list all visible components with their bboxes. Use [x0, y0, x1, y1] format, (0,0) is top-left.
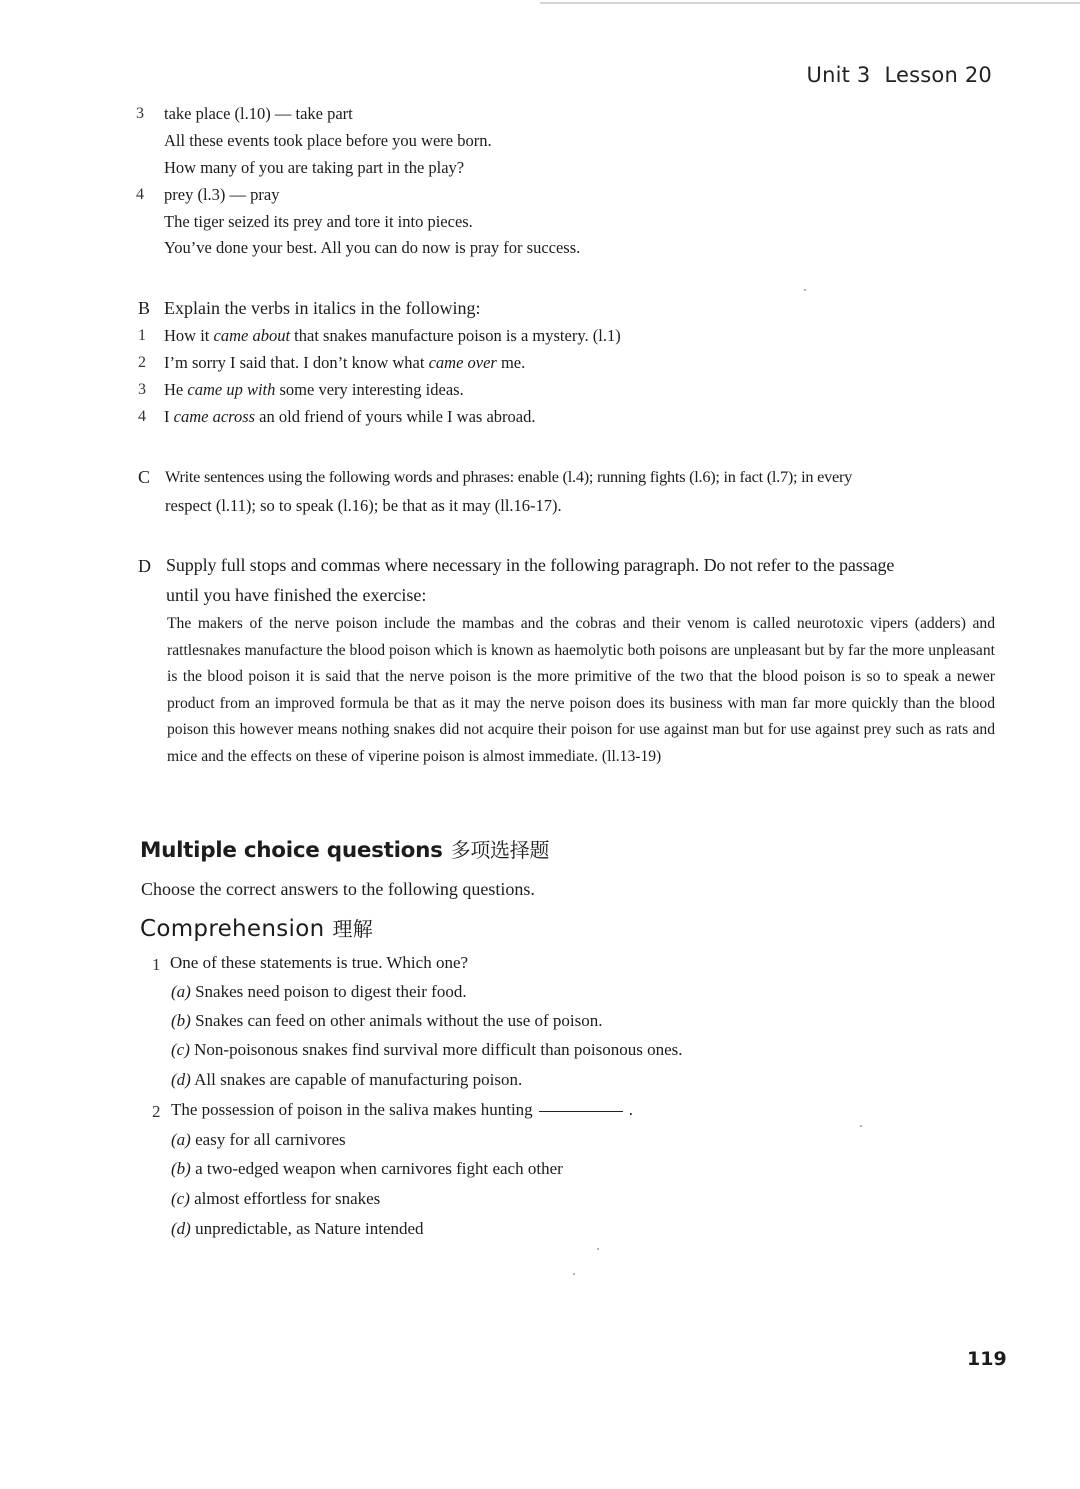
answer-option[interactable]: (c) Non-poisonous snakes find survival more difficult than poisonous ones.: [171, 1040, 683, 1059]
page-number: 119: [967, 1348, 1007, 1370]
mc-instruction: Choose the correct answers to the following questions.: [141, 879, 535, 899]
exercise-item: I came across an old friend of yours while I was abroad.: [164, 407, 536, 426]
italic-phrase: came across: [173, 407, 256, 426]
unit-label: Unit 3: [806, 63, 871, 87]
italic-phrase: came over: [428, 353, 497, 372]
scan-speck: [804, 289, 806, 291]
answer-option[interactable]: (a) Snakes need poison to digest their food.: [171, 982, 467, 1001]
unpunctuated-paragraph: The makers of the nerve poison include the mambas and the cobras and their venom is called neurotoxic vipers (adders) and rattlesnakes manufacture the blood poison which is known as haemolytic both poisons are unpleasant but by far the more unpleasant is the blood poison it is said that the nerve poison is the more primitive of the two that the blood poison is so to speak a newer product from an improved formula be that as it may the nerve poison does its business with man far more quickly than the blood poison this however means nothing snakes did not acquire their poison for use against man but for use against prey such as rats and mice and the effects on these of viperine poison is almost immediate. (ll.13-19): [167, 615, 995, 765]
example-sentence: The tiger seized its prey and tore it into pieces.: [164, 212, 473, 231]
answer-option[interactable]: (c) almost effortless for snakes: [171, 1189, 381, 1208]
item-number: 2: [138, 354, 146, 371]
item-number: 3: [136, 105, 144, 122]
item-number: 1: [138, 327, 146, 344]
running-header: [807, 63, 993, 87]
exercise-item: How it came about that snakes manufacture poison is a mystery. (l.1): [164, 326, 621, 345]
section-c-line: respect (l.11); so to speak (l.16); be that as it may (ll.16-17).: [165, 496, 562, 515]
scan-speck: [573, 1273, 575, 1275]
section-d-instruction: Supply full stops and commas where necessary in the following paragraph. Do not refer to the passage: [166, 555, 895, 575]
answer-option[interactable]: (b) a two-edged weapon when carnivores fight each other: [171, 1159, 563, 1178]
question-number: 2: [152, 1102, 161, 1121]
answer-option[interactable]: (b) Snakes can feed on other animals without the use of poison.: [171, 1011, 603, 1030]
example-sentence: How many of you are taking part in the play?: [164, 158, 465, 177]
item-number: 4: [138, 408, 146, 425]
section-c-line: Write sentences using the following words and phrases: enable (l.4); running fights (l.6); in fact (l.7); in every: [165, 467, 853, 486]
subheading: Comprehension 理解: [140, 916, 374, 942]
answer-option[interactable]: (a) easy for all carnivores: [171, 1130, 346, 1149]
italic-phrase: came up with: [187, 380, 276, 399]
scan-speck: [860, 1125, 862, 1127]
section-label-b: B: [138, 298, 151, 318]
section-title: Multiple choice questions 多项选择题: [140, 838, 550, 863]
answer-option[interactable]: (d) All snakes are capable of manufacturing poison.: [171, 1070, 523, 1089]
section-label-d: D: [138, 556, 151, 576]
answer-blank: [539, 1111, 623, 1112]
section-label-c: C: [138, 467, 151, 487]
exercise-item: I’m sorry I said that. I don’t know what came over me.: [164, 353, 526, 372]
scan-speck: [597, 1248, 599, 1250]
exercise-item: He came up with some very interesting ideas.: [164, 380, 464, 399]
question-stem: One of these statements is true. Which one?: [170, 953, 469, 972]
item-number: 3: [138, 381, 146, 398]
example-sentence: All these events took place before you were born.: [164, 131, 492, 150]
italic-phrase: came about: [213, 326, 291, 345]
question-number: 1: [152, 955, 161, 974]
item-number: 4: [136, 186, 144, 203]
question-stem: The possession of poison in the saliva makes hunting .: [171, 1100, 633, 1119]
example-sentence: You’ve done your best. All you can do now is pray for success.: [164, 238, 581, 257]
section-title-zh: 多项选择题: [450, 838, 550, 862]
answer-option[interactable]: (d) unpredictable, as Nature intended: [171, 1219, 424, 1238]
top-rule: [540, 2, 1080, 4]
section-b-instruction: Explain the verbs in italics in the following:: [164, 298, 481, 318]
word-pair: prey (l.3) — pray: [164, 185, 280, 204]
subheading-zh: 理解: [332, 917, 374, 941]
section-d-instruction: until you have finished the exercise:: [166, 585, 427, 605]
lesson-label: Lesson 20: [884, 63, 992, 87]
word-pair: take place (l.10) — take part: [164, 104, 353, 123]
